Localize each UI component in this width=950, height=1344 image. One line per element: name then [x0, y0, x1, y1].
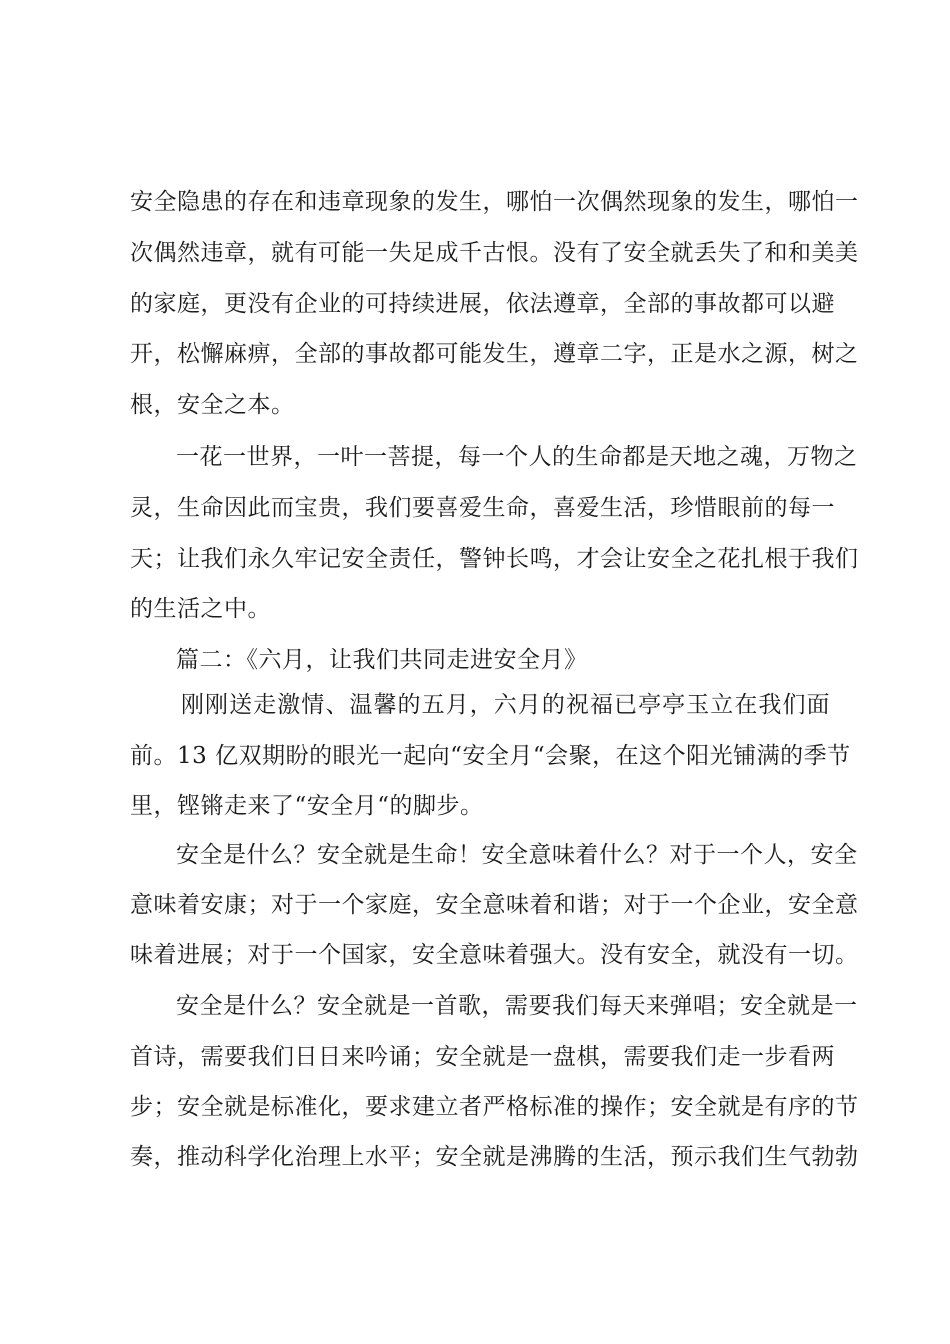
text-line-5: 根，安全之本。 [130, 392, 295, 418]
text-line-17: 安全是什么？安全就是一首歌，需要我们每天来弹唱；安全就是一 [176, 993, 858, 1019]
text-line-13: 里，铿锵走来了“安全月“的脚步。 [130, 793, 484, 819]
text-line-20: 奏，推动科学化治理上水平；安全就是沸腾的生活，预示我们生气勃勃 [130, 1144, 859, 1170]
text-line-15: 意味着安康；对于一个家庭，安全意味着和谐；对于一个企业，安全意 [130, 892, 859, 918]
text-line-19: 步；安全就是标准化，要求建立者严格标准的操作；安全就是有序的节 [130, 1094, 859, 1120]
text-line-2: 次偶然违章，就有可能一失足成千古恨。没有了安全就丢失了和和美美 [130, 240, 859, 266]
text-line-18: 首诗，需要我们日日来吟诵；安全就是一盘棋，需要我们走一步看两 [130, 1044, 835, 1070]
text-line-3: 的家庭，更没有企业的可持续进展，依法遵章，全部的事故都可以避 [130, 291, 835, 317]
text-line-9: 的生活之中。 [130, 596, 271, 622]
section-heading: 篇二：《六月，让我们共同走进安全月》 [176, 647, 588, 673]
text-line-8: 天；让我们永久牢记安全责任，警钟长鸣，才会让安全之花扎根于我们 [130, 546, 859, 572]
text-line-1: 安全隐患的存在和违章现象的发生，哪怕一次偶然现象的发生，哪怕一 [130, 189, 859, 215]
text-line-16: 味着进展；对于一个国家，安全意味着强大。没有安全，就没有一切。 [130, 942, 859, 968]
text-line-4: 开，松懈麻痹，全部的事故都可能发生，遵章二字，正是水之源，树之 [130, 341, 859, 367]
text-line-7: 灵，生命因此而宝贵，我们要喜爱生命，喜爱生活，珍惜眼前的每一 [130, 495, 835, 521]
text-line-14: 安全是什么？安全就是生命！安全意味着什么？对于一个人，安全 [176, 842, 858, 868]
text-line-12: 前。13 亿双期盼的眼光一起向“安全月“会聚，在这个阳光铺满的季节 [130, 743, 851, 769]
text-line-11: 刚刚送走激情、温馨的五月，六月的祝福已亭亭玉立在我们面 [181, 692, 830, 718]
text-line-6: 一花一世界，一叶一菩提，每一个人的生命都是天地之魂，万物之 [176, 444, 858, 470]
